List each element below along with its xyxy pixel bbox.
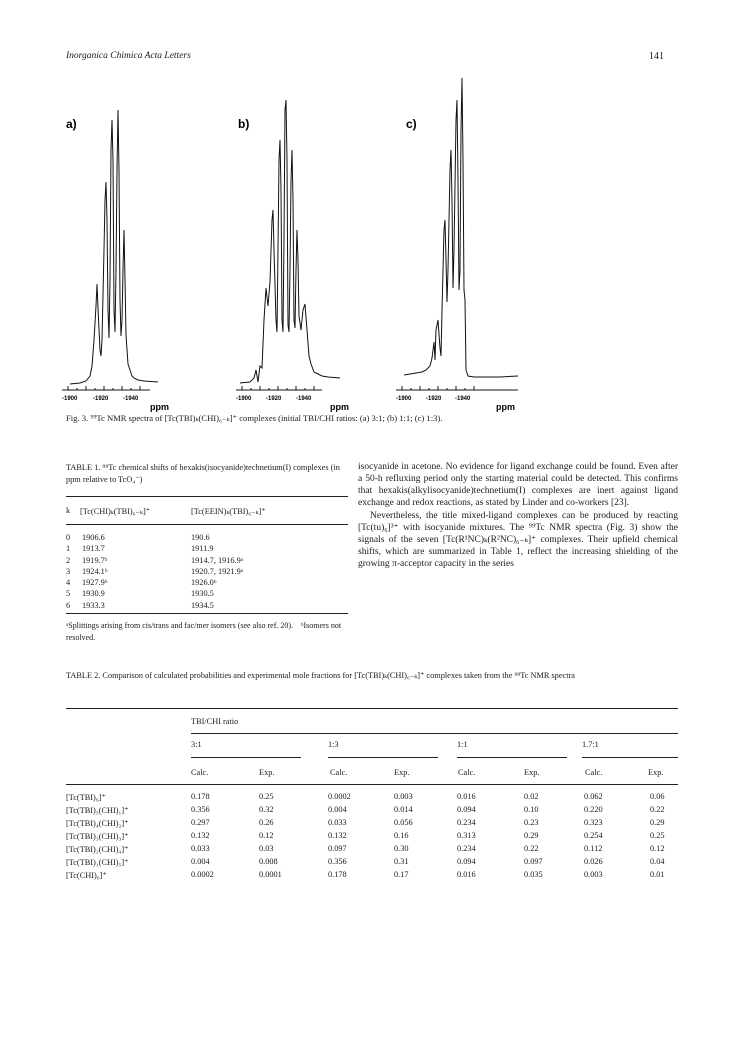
tick-label-a-2: -1920 [93,396,109,402]
table1-header-rule [66,524,348,525]
table-row: [Tc(TBI)₃(CHI)₃]⁺ 0.132 0.12 0.132 0.16 0.313 0.29 0.254 0.25 [66,831,665,841]
table-row: [Tc(TBI)₅(CHI)₁]⁺ 0.356 0.32 0.004 0.014 0.094 0.10 0.220 0.22 [66,805,665,815]
ppm-label-c: ppm [496,402,515,412]
ratio-rule-3 [457,757,567,758]
x-ticks-a [68,386,140,390]
ratio-header-1: 3:1 [191,740,202,749]
ppm-label-b: ppm [330,402,349,412]
subheader-exp-3: Exp. [524,768,540,777]
tick-label-b-2: -1920 [266,396,282,402]
ratio-rule-1 [191,757,301,758]
table-row: 0 1906.6 190.6 [66,533,210,542]
tick-label-b-1: -1900 [236,396,252,402]
table-row: 5 1930.9 1930.5 [66,589,214,599]
table-row: [Tc(TBI)₄(CHI)₂]⁺ 0.297 0.26 0.033 0.056 0.234 0.23 0.323 0.29 [66,818,665,828]
table-row: [Tc(CHI)₆]⁺ 0.0002 0.0001 0.178 0.17 0.016 0.035 0.003 0.01 [66,870,665,880]
nmr-spectra-figure [60,70,680,412]
table2-title: TABLE 2. Comparison of calculated probabilities and experimental mole fractions for [Tc(TBI)ₖ(CHI)₆₋ₖ]⁺ complexes taken from the ⁹⁹Tc NMR spectra [66,671,575,680]
subheader-calc-3: Calc. [458,768,476,777]
table-row: [Tc(TBI)₁(CHI)₅]⁺ 0.004 0.008 0.356 0.31 0.094 0.097 0.026 0.04 [66,857,665,867]
table-row: [Tc(TBI)₂(CHI)₄]⁺ 0.033 0.03 0.097 0.30 0.234 0.22 0.112 0.12 [66,844,665,854]
subheader-calc-1: Calc. [191,768,209,777]
table1-title: TABLE 1. ⁹⁹Tc chemical shifts of hexakis(isocyanide)technetium(I) complexes (in ppm relative to TcO₄⁻) [66,463,340,484]
journal-header: Inorganica Chimica Acta Letters [66,51,191,61]
subheader-exp-2: Exp. [394,768,410,777]
table1-footnotes [66,620,348,644]
table1-body [66,532,348,611]
subheader-exp-4: Exp. [648,768,664,777]
panel-label-a: a) [66,117,77,131]
table2-header-rule [66,784,678,785]
tick-label-c-3: -1940 [455,396,471,402]
ratio-rule-2 [328,757,438,758]
table1-footnote-b: ᵇIsomers not resolved. [66,621,342,642]
spectrum-trace-b [240,100,340,383]
tick-label-b-3: -1940 [296,396,312,402]
table-row: 3 1924.1ᵇ 1920.7, 1921.9ᵃ [66,566,244,576]
spectrum-trace-c [404,78,518,377]
tick-label-c-1: -1900 [396,396,412,402]
subheader-exp-1: Exp. [259,768,275,777]
tick-label-a-1: -1900 [62,396,78,402]
tick-label-a-3: -1940 [123,396,139,402]
table2-group-header: TBI/CHI ratio [191,717,239,726]
x-ticks-c [402,386,474,390]
subheader-calc-2: Calc. [330,768,348,777]
table-row: 1 1913.7 1911.9 [66,544,214,554]
table1-top-rule [66,496,348,497]
panel-label-c: c) [406,117,417,131]
x-ticks-b [242,386,314,390]
table-row: 6 1933.3 1934.5 [66,600,214,610]
table1-header-chi: [Tc(CHI)ₖ(TBI)₆₋ₖ]⁺ [80,507,151,516]
table2-body [66,792,678,897]
table1-footnote-a: ᵃSplittings arising from cis/trans and fac/mer isomers (see also ref. 20). [66,621,294,630]
page-number: 141 [649,51,664,62]
body-text-column [358,461,678,570]
ppm-label-a: ppm [150,402,169,412]
ratio-header-2: 1:3 [328,740,339,749]
tick-label-c-2: -1920 [426,396,442,402]
ratio-header-3: 1:1 [457,740,468,749]
table1-header-eein: [Tc(EEIN)ₖ(TBI)₆₋ₖ]⁺ [191,507,266,516]
spectrum-panel-a [62,110,169,412]
table-row: 4 1927.9ᵇ 1926.0ᵇ [66,578,217,588]
figure-caption: Fig. 3. ⁹⁹Tc NMR spectra of [Tc(TBI)ₖ(CHI)₆₋ₖ]⁺ complexes (initial TBI/CHI ratios: (a) 3:1; (b) 1:1; (c) 1:3). [66,413,443,423]
table1-bottom-rule [66,613,348,614]
ratio-header-4: 1.7:1 [582,740,599,749]
table2-top-rule [66,708,678,709]
body-paragraph-2: Nevertheless, the title mixed-ligand complexes can be produced by reacting [Tc(tu)₆]³⁺ with isocyanide mixtures. The ⁹⁹Tc NMR spectra (Fig. 3) show the signals of the seven [Tc(R¹NC)ₖ(R²NC)₆₋ₖ]⁺ complexes. Their upfield chemical shifts, which are summarized in Table 1, reflect the increasing shielding of the growing π-acceptor capacity in the series [358,510,678,570]
table1-header-k: k [66,506,71,515]
panel-label-b: b) [238,117,250,131]
table-row: 2 1919.7ᵇ 1914.7, 1916.9ᵃ [66,555,244,565]
table2-group-rule [191,733,678,734]
spectrum-trace-a [70,110,158,384]
table-row: [Tc(TBI)₆]⁺ 0.178 0.25 0.0002 0.003 0.016 0.02 0.062 0.06 [66,792,665,802]
subheader-calc-4: Calc. [585,768,603,777]
ratio-rule-4 [582,757,678,758]
spectrum-panel-c [396,78,518,412]
spectrum-panel-b [236,100,349,412]
body-paragraph-1: isocyanide in acetone. No evidence for ligand exchange could be found. Even after a 50-h refluxing period only the starting material could be detected. This confirms that hexakis(alkylisocyanide)technetium(I) complexes are inert against ligand exchange and redox reactions, as stated by Linder and co-workers [23]. [358,462,678,509]
